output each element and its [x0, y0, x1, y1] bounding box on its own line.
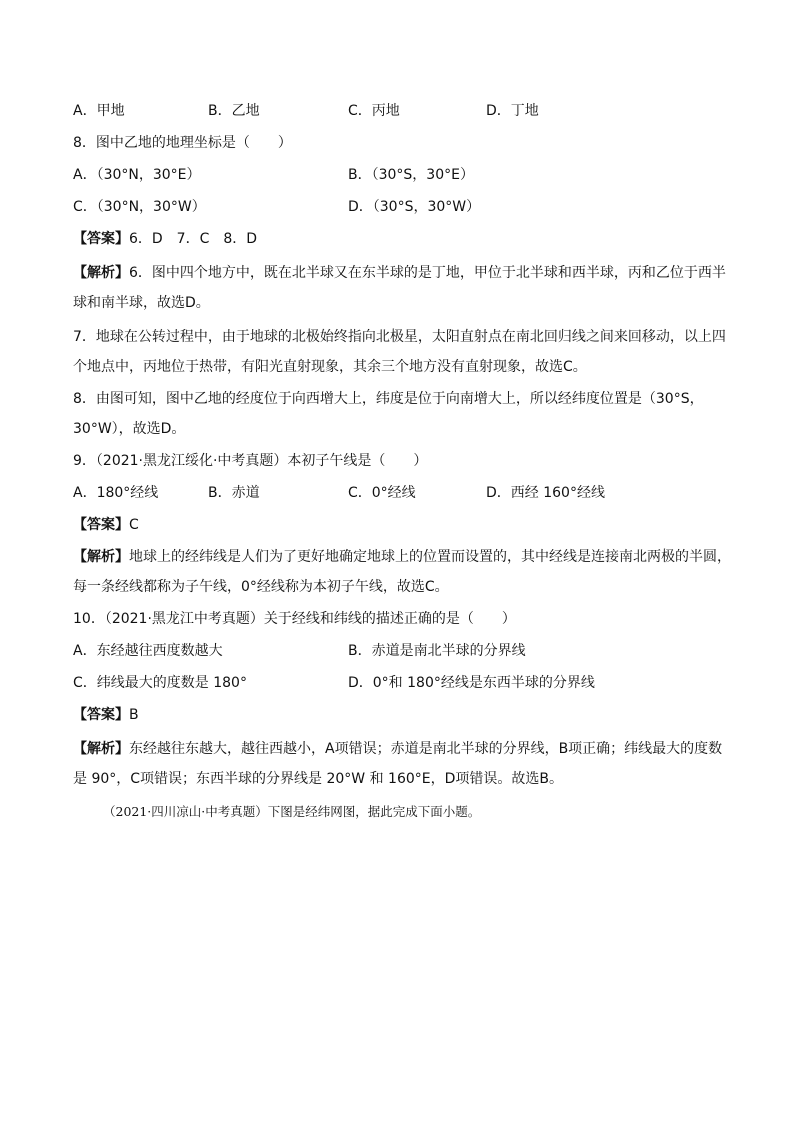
q9-option-b: B．赤道 — [208, 485, 260, 501]
q10-stem: 10．（2021·黑龙江中考真题）关于经线和纬线的描述正确的是（ ） — [73, 611, 516, 627]
answer-text: 6．D 7．C 8．D — [129, 231, 258, 247]
analysis-text: 6．图中四个地方中，既在北半球又在东半球的是丁地，甲位于北半球和西半球，丙和乙位于西半 — [129, 265, 726, 281]
q7-option-d: D．丁地 — [486, 103, 539, 119]
answer-9 — [73, 517, 139, 533]
q9-option-c: C．0°经线 — [348, 485, 416, 501]
q9-option-a: A．180°经线 — [73, 485, 159, 501]
answer-label: 【答案】 — [73, 231, 129, 247]
q8-option-d: D．（30°S，30°W） — [348, 199, 481, 215]
q8-option-b: B．（30°S，30°E） — [348, 167, 474, 183]
answer-6-8 — [73, 231, 257, 247]
q9-option-d: D．西经 160°经线 — [486, 485, 605, 501]
answer-text: B — [129, 707, 139, 723]
analysis-label: 【解析】 — [73, 549, 129, 565]
analysis-text: 地球上的经纬线是人们为了更好地确定地球上的位置而设置的，其中经线是连接南北两极的半圆， — [129, 549, 731, 565]
analysis-10-line-2: 是 90°，C项错误；东西半球的分界线是 20°W 和 160°E，D项错误。故选B。 — [73, 771, 563, 787]
q10-option-c: C．纬线最大的度数是 180° — [73, 675, 247, 691]
analysis-label: 【解析】 — [73, 265, 129, 281]
answer-10 — [73, 707, 139, 723]
analysis-6-8-line-4: 个地点中，丙地位于热带，有阳光直射现象，其余三个地方没有直射现象，故选C。 — [73, 359, 587, 375]
q10-option-d: D．0°和 180°经线是东西半球的分界线 — [348, 675, 595, 691]
analysis-6-8-line-2: 球和南半球，故选D。 — [73, 295, 210, 311]
answer-label: 【答案】 — [73, 707, 129, 723]
analysis-6-8-line-5: 8．由图可知，图中乙地的经度位于向西增大上，纬度是位于向南增大上，所以经纬度位置是（30°S， — [73, 391, 704, 407]
answer-label: 【答案】 — [73, 517, 129, 533]
next-question-intro: （2021·四川凉山·中考真题）下图是经纬网图，据此完成下面小题。 — [103, 804, 481, 819]
q7-option-a: A．甲地 — [73, 103, 125, 119]
answer-text: C — [129, 517, 139, 533]
analysis-9-line-2: 每一条经线都称为子午线，0°经线称为本初子午线，故选C。 — [73, 579, 449, 595]
q10-option-b: B．赤道是南北半球的分界线 — [348, 643, 526, 659]
analysis-6-8-line-3: 7．地球在公转过程中，由于地球的北极始终指向北极星，太阳直射点在南北回归线之间来回移动，以上四 — [73, 329, 726, 345]
q10-option-a: A．东经越往西度数越大 — [73, 643, 223, 659]
analysis-6-8-line-1 — [73, 265, 726, 281]
q8-stem: 8．图中乙地的地理坐标是（ ） — [73, 135, 292, 151]
analysis-text: 东经越往东越大，越往西越小，A项错误；赤道是南北半球的分界线，B项正确；纬线最大的度数 — [129, 741, 723, 757]
q7-option-c: C．丙地 — [348, 103, 400, 119]
analysis-10-line-1 — [73, 741, 722, 757]
analysis-6-8-line-6: 30°W），故选D。 — [73, 421, 186, 437]
analysis-9-line-1 — [73, 549, 731, 565]
analysis-label: 【解析】 — [73, 741, 129, 757]
q7-option-b: B．乙地 — [208, 103, 260, 119]
q9-stem: 9．（2021·黑龙江绥化·中考真题）本初子午线是（ ） — [73, 453, 428, 469]
q8-option-c: C．（30°N，30°W） — [73, 199, 206, 215]
q8-option-a: A．（30°N，30°E） — [73, 167, 201, 183]
